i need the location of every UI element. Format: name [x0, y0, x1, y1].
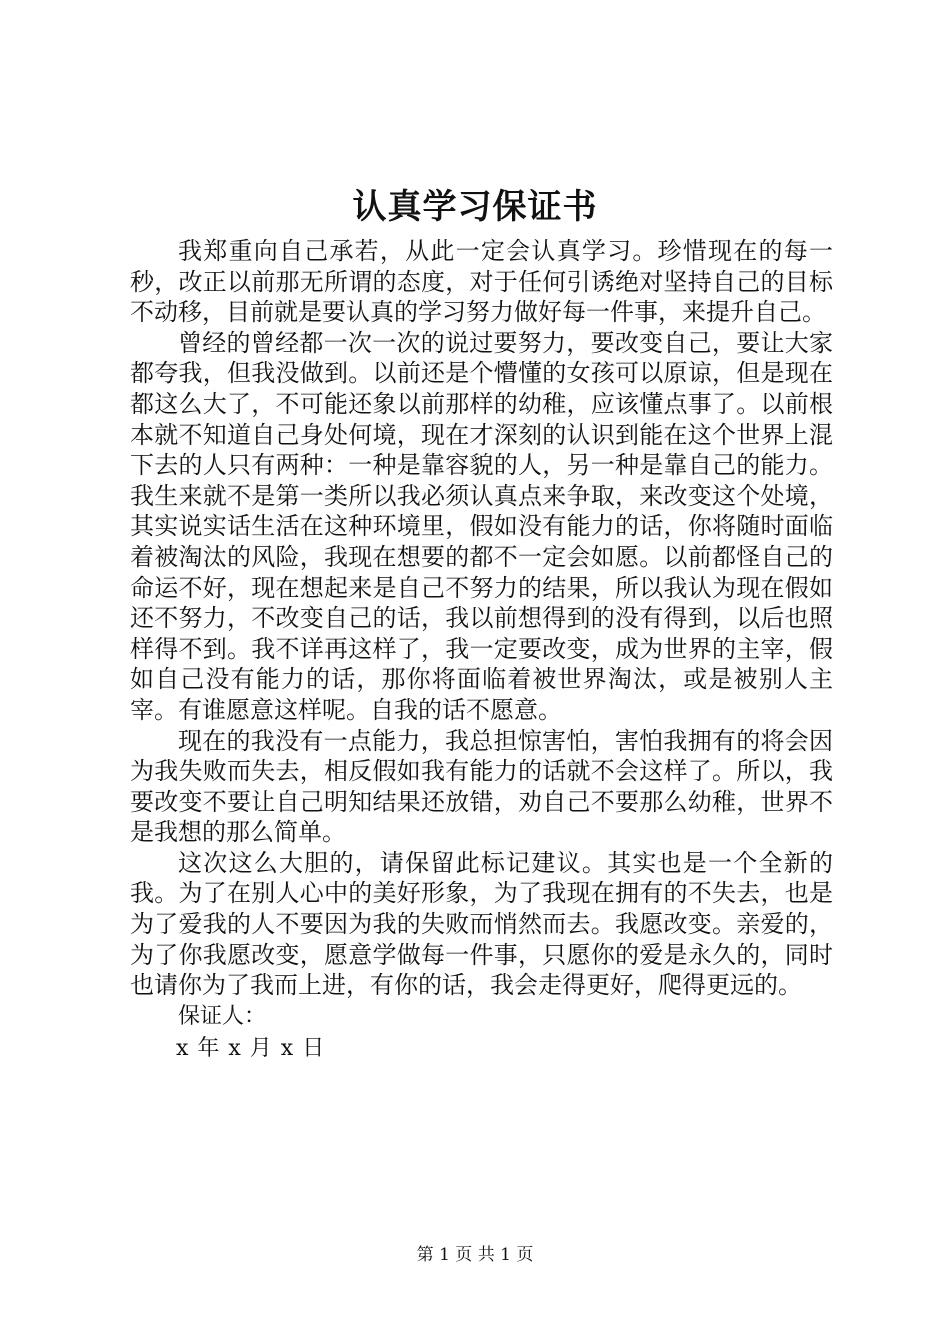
paragraph-resolution: 这次这么大胆的，请保留此标记建议。其实也是一个全新的我。为了在别人心中的美好形象，为了我现在拥有的不失去，也是为了爱我的人不要因为我的失败而悄然而去。我愿改变。亲爱的，为了你我愿改变，愿意学做每一件事，只愿你的爱是永久的，同时也请你为了我而上进，有你的话，我会走得更好，爬得更远的。: [130, 848, 833, 1000]
document-body: [130, 236, 833, 1065]
paragraph-reflection: 曾经的曾经都一次一次的说过要努力，要改变自己，要让大家都夸我，但我没做到。以前还是个懵懂的女孩可以原谅，但是现在都这么大了，不可能还象以前那样的幼稚，应该懂点事了。以前根本就不知道自己身处何境，现在才深刻的认识到能在这个世界上混下去的人只有两种：一种是靠容貌的人，另一种是靠自己的能力。我生来就不是第一类所以我必须认真点来争取，来改变这个处境，其实说实话生活在这种环境里，假如没有能力的话，你将随时面临着被淘汰的风险，我现在想要的都不一定会如愿。以前都怪自己的命运不好，现在想起来是自己不努力的结果，所以我认为现在假如还不努力，不改变自己的话，我以前想得到的没有得到，以后也照样得不到。我不详再这样了，我一定要改变，成为世界的主宰，假如自己没有能力的话，那你将面临着被世界淘汰，或是被别人主宰。有谁愿意这样呢。自我的话不愿意。: [130, 328, 833, 724]
document-title: 认真学习保证书: [352, 187, 598, 227]
signer-label: 保证人：: [178, 1003, 267, 1029]
date-line: x 年 x 月 x 日: [176, 1035, 326, 1061]
paragraph-fear: 现在的我没有一点能力，我总担惊害怕，害怕我拥有的将会因为我失败而失去，相反假如我有能力的话就不会这样了。所以，我要改变不要让自己明知结果还放错，劝自己不要那么幼稚，世界不是我想的那么简单。: [130, 726, 833, 847]
paragraph-commitment: 我郑重向自己承若，从此一定会认真学习。珍惜现在的每一秒，改正以前那无所谓的态度，对于任何引诱绝对坚持自己的目标不动移，目前就是要认真的学习努力做好每一件事，来提升自己。: [130, 237, 833, 327]
page-footer: 第 1 页 共 1 页: [416, 1245, 534, 1265]
